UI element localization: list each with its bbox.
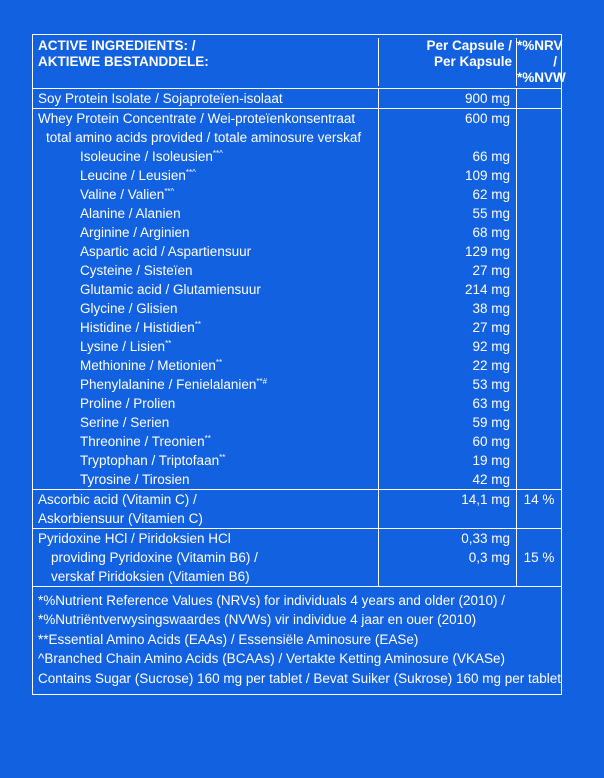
pyridoxine-providing-af: verskaf Piridoksien (Vitamien B6) [51,569,250,584]
amino-acid-item [38,223,378,242]
footnote-eaa: **Essential Amino Acids (EAAs) / Essensiële Aminosure (EASe) [38,631,419,647]
amino-acid-item [38,242,378,261]
amino-acid-name: Tyrosine / Tirosien [80,472,190,487]
vitamin-b6-row [33,528,561,586]
footnote-nrv-en: *%Nutrient Reference Values (NRVs) for individuals 4 years and older (2010) / [38,593,505,608]
amino-acid-amount: 19 mg [472,453,510,468]
header-per-capsule-en: Per Capsule / [426,38,512,53]
header-nrv [516,38,566,86]
whey-protein-block [33,108,561,489]
amino-acid-amount: 60 mg [472,434,510,449]
amino-acid-amount: 42 mg [472,472,510,487]
vitamin-c-nrv: 14 % [523,492,555,507]
pyridoxine-name: Pyridoxine HCl / Piridoksien HCl [38,531,231,546]
amino-acid-item [38,413,378,432]
amino-acid-item [38,204,378,223]
pyridoxine-amount: 0,33 mg [461,531,510,546]
amino-acid-footnote-mark: ** [219,453,226,462]
amino-acid-footnote-mark: ** [165,339,172,348]
amino-acid-name: Leucine / Leusien [80,168,186,183]
amino-acid-footnote-mark: **^ [164,187,175,196]
header-nrv-en: *%NRV / [517,38,563,69]
footnote-nrv-af: *%Nutriëntverwysingswaardes (NVWs) vir individue 4 jaar en ouer (2010) [38,612,477,628]
amino-acid-footnote-mark: ** [194,320,202,329]
vitamin-c-row [33,489,561,528]
amino-acid-name: Isoleucine / Isoleusien [80,149,213,164]
amino-acid-name: Threonine / Treonien [80,434,205,449]
amino-acid-item [38,318,378,337]
amino-acid-item [38,299,378,318]
amino-acid-item [38,147,378,166]
vitamin-b6-amount: 0,3 mg [468,550,510,565]
amino-acid-item [38,337,378,356]
header-per-capsule [378,38,516,86]
amino-acid-footnote-mark: ** [204,434,211,443]
amino-acid-amount: 109 mg [464,168,510,183]
amino-total-label: total amino acids provided / totale aminosure verskaf [46,130,362,145]
amino-acid-amount: 59 mg [472,415,510,430]
vitamin-c-amount: 14,1 mg [461,492,510,507]
amino-acid-amount: 22 mg [472,358,510,373]
header-per-capsule-af: Per Kapsule [433,54,512,69]
amino-acid-item [38,280,378,299]
header-ingredients [33,38,378,86]
ingredients-table [33,35,566,694]
amino-acid-amount: 62 mg [472,187,510,202]
amino-acid-amount: 66 mg [472,149,510,164]
amino-acid-item [38,470,378,489]
header-nrv-af: *%NVW [517,70,566,85]
amino-acid-name: Arginine / Arginien [80,225,190,240]
supplement-facts-panel [32,34,566,695]
amino-acid-item [38,185,378,204]
amino-acid-footnote-mark: ** [215,358,223,367]
amino-acid-footnote-mark: **# [256,377,268,386]
amino-acid-name: Tryptophan / Triptofaan [80,453,220,468]
amino-acid-item [38,394,378,413]
amino-acid-item [38,261,378,280]
soy-protein-row [33,88,561,108]
amino-acid-amount: 27 mg [472,263,510,278]
amino-acid-name: Serine / Serien [80,415,170,430]
amino-acid-amount: 214 mg [464,282,510,297]
vitamin-c-name-af: Askorbiensuur (Vitamien C) [38,511,203,526]
amino-acid-amount: 63 mg [472,396,510,411]
footnotes [33,586,561,694]
amino-acid-name: Alanine / Alanien [80,206,181,221]
amino-acid-name: Methionine / Metionien [80,358,216,373]
soy-protein-name: Soy Protein Isolate / Sojaproteïen-isolaat [38,91,283,106]
whey-protein-name: Whey Protein Concentrate / Wei-proteïenkonsentraat [38,111,356,126]
header-ingredients-af: AKTIEWE BESTANDDELE: [38,54,209,69]
amino-acid-footnote-mark: **^ [185,168,196,177]
pyridoxine-providing-en: providing Pyridoxine (Vitamin B6) / [51,550,258,565]
amino-acid-name: Glycine / Glisien [80,301,178,316]
amino-acid-name: Histidine / Histidien [80,320,195,335]
amino-acid-item [38,432,378,451]
footnote-sugar: Contains Sugar (Sucrose) 160 mg per tablet / Bevat Suiker (Sukrose) 160 mg per tablet [38,670,562,686]
amino-acid-name: Proline / Prolien [80,396,176,411]
amino-acid-item [38,166,378,185]
amino-acid-name: Aspartic acid / Aspartiensuur [80,244,252,259]
amino-acid-footnote-mark: **^ [212,149,223,158]
amino-acid-name: Lysine / Lisien [80,339,166,354]
amino-acid-amount: 68 mg [472,225,510,240]
amino-acid-item [38,375,378,394]
amino-acid-amount: 129 mg [464,244,510,259]
table-header [33,35,566,88]
whey-protein-amount: 600 mg [464,111,510,126]
amino-acid-amount: 92 mg [472,339,510,354]
footnote-bcaa: ^Branched Chain Amino Acids (BCAAs) / Vertakte Ketting Aminosure (VKASe) [38,651,506,667]
amino-acid-name: Glutamic acid / Glutamiensuur [80,282,261,297]
amino-acid-amount: 55 mg [472,206,510,221]
vitamin-b6-nrv: 15 % [523,550,555,565]
amino-acid-amount: 38 mg [472,301,510,316]
soy-protein-amount: 900 mg [464,91,510,106]
vitamin-c-name-en: Ascorbic acid (Vitamin C) / [38,492,197,507]
amino-acid-item [38,356,378,375]
amino-acid-name: Valine / Valien [80,187,165,202]
amino-acid-amount: 53 mg [472,377,510,392]
amino-acid-amount: 27 mg [472,320,510,335]
amino-acid-item [38,451,378,470]
amino-acid-name: Cysteine / Sisteïen [80,263,193,278]
amino-acid-name: Phenylalanine / Fenielalanien [80,377,257,392]
header-ingredients-en: ACTIVE INGREDIENTS: / [38,38,196,53]
